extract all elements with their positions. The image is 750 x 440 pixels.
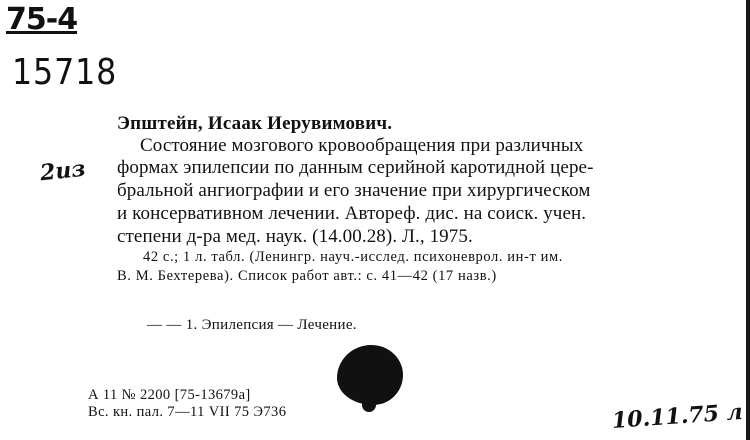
physical-description-line: 42 с.; 1 л. табл. (Ленингр. науч.-исслед. психоневрол. ин-т им. [143, 249, 563, 265]
author-heading: Эпштейн, Исаак Иерувимович. [117, 113, 393, 134]
physical-description-line: В. М. Бехтерева). Список работ авт.: с. 41—42 (17 назв.) [117, 268, 497, 284]
ink-blot [337, 345, 403, 405]
subject-heading: — — 1. Эпилепсия — Лечение. [147, 317, 357, 333]
ink-blot [362, 398, 376, 412]
title-line: степени д-ра мед. наук. (14.00.28). Л., 1975. [117, 226, 473, 247]
scan-edge [746, 0, 750, 440]
title-line: Состояние мозгового кровообращения при различных [140, 135, 584, 156]
title-line: и консервативном лечении. Автореф. дис. на соиск. учен. [117, 203, 587, 224]
registry-line: А 11 № 2200 [75-13679а] [88, 387, 251, 403]
shelf-mark: 75-4 [6, 2, 78, 37]
handwritten-date-note: 10.11.75 л [611, 398, 744, 434]
accession-number: 15718 [12, 52, 118, 93]
handwritten-margin-note: 2из [38, 155, 87, 187]
registry-line: Вс. кн. пал. 7—11 VII 75 Э736 [88, 404, 287, 420]
title-line: бральной ангиографии и его значение при хирургическом [117, 180, 591, 201]
title-line: формах эпилепсии по данным серийной каротидной цере- [117, 157, 594, 178]
